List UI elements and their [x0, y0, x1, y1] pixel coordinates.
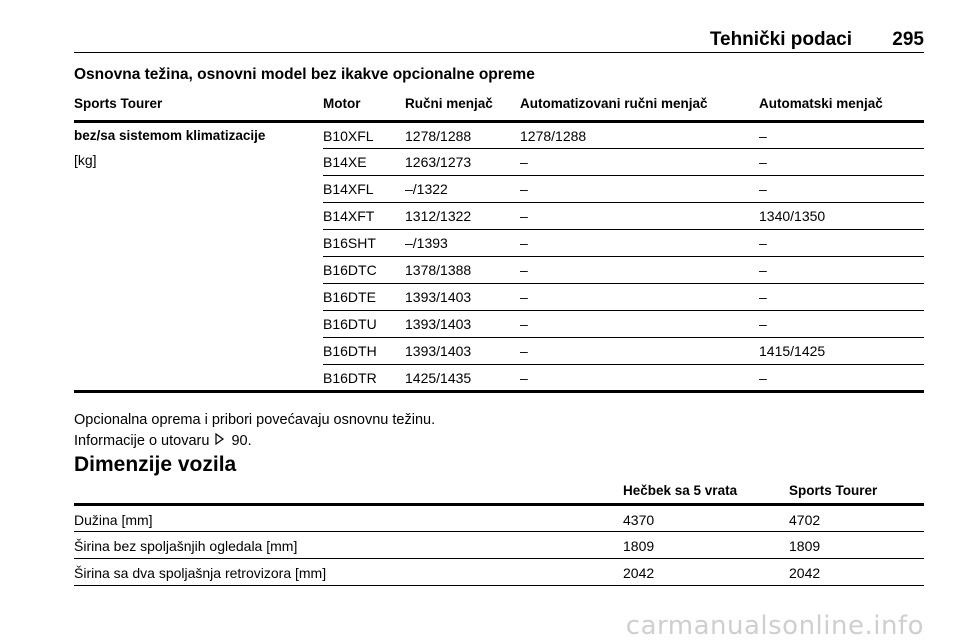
table-row — [74, 505, 924, 532]
cell-motor: B14XE — [323, 149, 405, 176]
cell-automatic: – — [759, 149, 924, 176]
cell-tourer: 2042 — [789, 559, 924, 586]
cell-manual: 1278/1288 — [405, 122, 520, 149]
cell-motor: B10XFL — [323, 122, 405, 149]
cell-automated: – — [520, 176, 759, 203]
col-sports-tourer: Sports Tourer — [74, 96, 323, 122]
table-row — [74, 532, 924, 559]
cell-automated: 1278/1288 — [520, 122, 759, 149]
cell-manual: 1263/1273 — [405, 149, 520, 176]
cell-automated: – — [520, 257, 759, 284]
cell-automatic: 1340/1350 — [759, 203, 924, 230]
col-manual: Ručni menjač — [405, 96, 520, 122]
cell-automatic: 1415/1425 — [759, 338, 924, 365]
cell-automatic: – — [759, 284, 924, 311]
cell-automatic: – — [759, 311, 924, 338]
cell-automatic: – — [759, 122, 924, 149]
cell-motor: B16DTU — [323, 311, 405, 338]
table-row — [74, 122, 924, 149]
cell-automatic: – — [759, 365, 924, 392]
watermark: carmanualsonline.info — [625, 611, 924, 641]
cell-manual: 1312/1322 — [405, 203, 520, 230]
unit-label: [kg] — [74, 152, 97, 168]
cell-tourer: 1809 — [789, 532, 924, 559]
cell-hatch: 2042 — [623, 559, 789, 586]
dimensions-table — [74, 483, 924, 586]
cell-motor: B16DTR — [323, 365, 405, 392]
cell-manual: –/1393 — [405, 230, 520, 257]
cell-label: Širina bez spoljašnjih ogledala [mm] — [74, 532, 623, 559]
col-dimension — [74, 483, 623, 505]
cell-motor: B14XFL — [323, 176, 405, 203]
section-title: Tehnički podaci — [709, 29, 852, 50]
cell-automated: – — [520, 365, 759, 392]
cell-tourer: 4702 — [789, 505, 924, 532]
cell-automated: – — [520, 203, 759, 230]
dimensions-heading: Dimenzije vozila — [74, 453, 237, 476]
weights-heading: Osnovna težina, osnovni model bez ikakve opcionalne opreme — [74, 66, 535, 83]
cell-manual: 1393/1403 — [405, 284, 520, 311]
cell-automated: – — [520, 338, 759, 365]
header-divider — [74, 52, 924, 53]
cell-manual: 1393/1403 — [405, 338, 520, 365]
climate-label: bez/sa sistemom klimatizacije — [74, 128, 266, 143]
col-hatchback: Hečbek sa 5 vrata — [623, 483, 789, 505]
dimensions-header-row — [74, 483, 924, 505]
load-info-text: Informacije o utovaru — [74, 433, 210, 449]
cell-manual: 1378/1388 — [405, 257, 520, 284]
cell-hatch: 4370 — [623, 505, 789, 532]
cell-motor: B16DTC — [323, 257, 405, 284]
cell-automatic: – — [759, 176, 924, 203]
cell-manual: –/1322 — [405, 176, 520, 203]
row-label-cell — [74, 122, 323, 392]
load-info-page-ref[interactable]: 90. — [231, 433, 252, 449]
cell-motor: B14XFT — [323, 203, 405, 230]
cell-automated: – — [520, 230, 759, 257]
table-row — [74, 559, 924, 586]
cell-label: Širina sa dva spoljašnja retrovizora [mm] — [74, 559, 623, 586]
cell-automated: – — [520, 284, 759, 311]
cell-manual: 1393/1403 — [405, 311, 520, 338]
cell-hatch: 1809 — [623, 532, 789, 559]
cell-automatic: – — [759, 230, 924, 257]
weights-table — [74, 96, 924, 393]
col-motor: Motor — [323, 96, 405, 122]
cell-motor: B16SHT — [323, 230, 405, 257]
load-info-note — [74, 433, 252, 449]
page-header — [74, 29, 924, 49]
weights-header-row — [74, 96, 924, 122]
page-number: 295 — [892, 29, 924, 50]
col-automated: Automatizovani ručni menjač — [520, 96, 759, 122]
cell-motor: B16DTE — [323, 284, 405, 311]
arrow-right-outline-icon — [215, 433, 225, 448]
cell-label: Dužina [mm] — [74, 505, 623, 532]
cell-automatic: – — [759, 257, 924, 284]
cell-motor: B16DTH — [323, 338, 405, 365]
weight-note: Opcionalna oprema i pribori povećavaju osnovnu težinu. — [74, 412, 436, 428]
cell-manual: 1425/1435 — [405, 365, 520, 392]
col-tourer: Sports Tourer — [789, 483, 924, 505]
col-automatic: Automatski menjač — [759, 96, 924, 122]
cell-automated: – — [520, 311, 759, 338]
cell-automated: – — [520, 149, 759, 176]
